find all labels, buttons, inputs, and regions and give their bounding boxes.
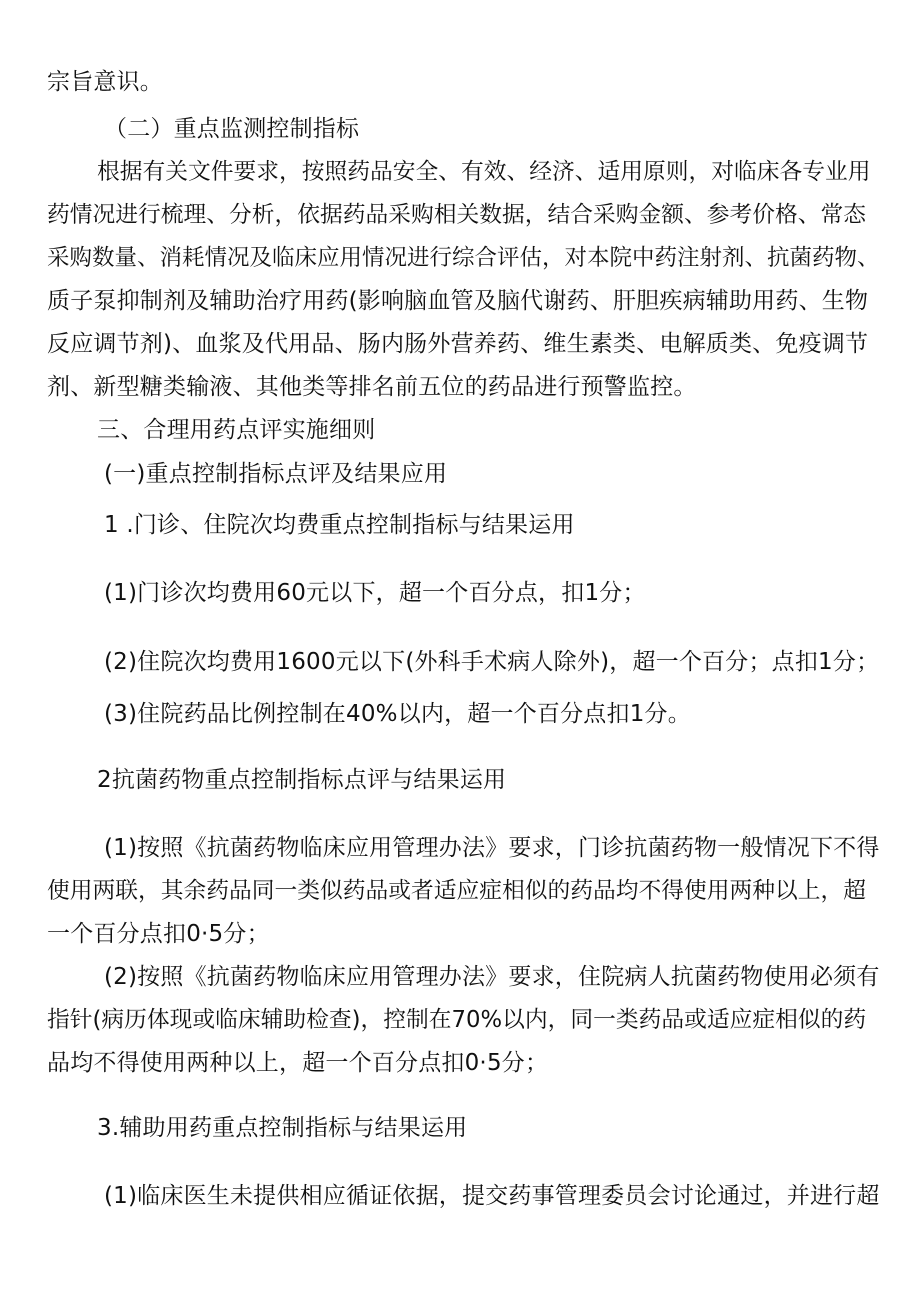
section-heading-monitoring-indicators: （二）重点监测控制指标 <box>104 116 360 142</box>
section-heading-rational-drug-review: 三、合理用药点评实施细则 <box>97 417 376 443</box>
subsection-heading-key-indicators: (一)重点控制指标点评及结果应用 <box>104 461 448 487</box>
text-line: 质子泵抑制剂及辅助治疗用药(影响脑血管及脑代谢药、肝胆疾病辅助用药、生物 <box>47 288 869 314</box>
text-line: 根据有关文件要求，按照药品安全、有效、经济、适用原则，对临床各专业用 <box>97 159 871 185</box>
text-line: 剂、新型糖类输液、其他类等排名前五位的药品进行预警监控。 <box>47 374 697 400</box>
list-item: (1)临床医生未提供相应循证依据，提交药事管理委员会讨论通过，并进行超 <box>104 1183 880 1209</box>
text-line: 指针(病历体现或临床辅助检查)，控制在70%以内，同一类药品或适应症相似的药 <box>47 1007 867 1033</box>
text-line: 品均不得使用两种以上，超一个百分点扣0·5分； <box>47 1050 549 1076</box>
list-item: (2)住院次均费用1600元以下(外科手术病人除外)，超一个百分；点扣1分； <box>104 649 880 675</box>
item-heading-auxiliary-drugs: 3.辅助用药重点控制指标与结果运用 <box>97 1115 468 1141</box>
text-line: 使用两联，其余药品同一类似药品或者适应症相似的药品均不得使用两种以上，超 <box>47 878 866 904</box>
list-item: (3)住院药品比例控制在40%以内，超一个百分点扣1分。 <box>104 701 691 727</box>
text-line: (2)按照《抗菌药物临床应用管理办法》要求，住院病人抗菌药物使用必须有 <box>104 964 880 990</box>
list-item: (1)门诊次均费用60元以下，超一个百分点，扣1分； <box>104 580 646 606</box>
text-line: (1)按照《抗菌药物临床应用管理办法》要求，门诊抗菌药物一般情况下不得 <box>104 835 880 861</box>
item-heading-outpatient-inpatient-cost: 1 .门诊、住院次均费重点控制指标与结果运用 <box>104 512 575 538</box>
item-heading-antibacterial-drugs: 2抗菌药物重点控制指标点评与结果运用 <box>97 767 507 793</box>
text-line-continuation: 宗旨意识。 <box>47 69 163 95</box>
text-line: 采购数量、消耗情况及临床应用情况进行综合评估，对本院中药注射剂、抗菌药物、 <box>47 245 880 271</box>
text-line: 反应调节剂)、血浆及代用品、肠内肠外营养药、维生素类、电解质类、免疫调节 <box>47 331 869 357</box>
text-line: 一个百分点扣0·5分； <box>47 921 270 947</box>
text-line: 药情况进行梳理、分析，依据药品采购相关数据，结合采购金额、参考价格、常态 <box>47 202 866 228</box>
